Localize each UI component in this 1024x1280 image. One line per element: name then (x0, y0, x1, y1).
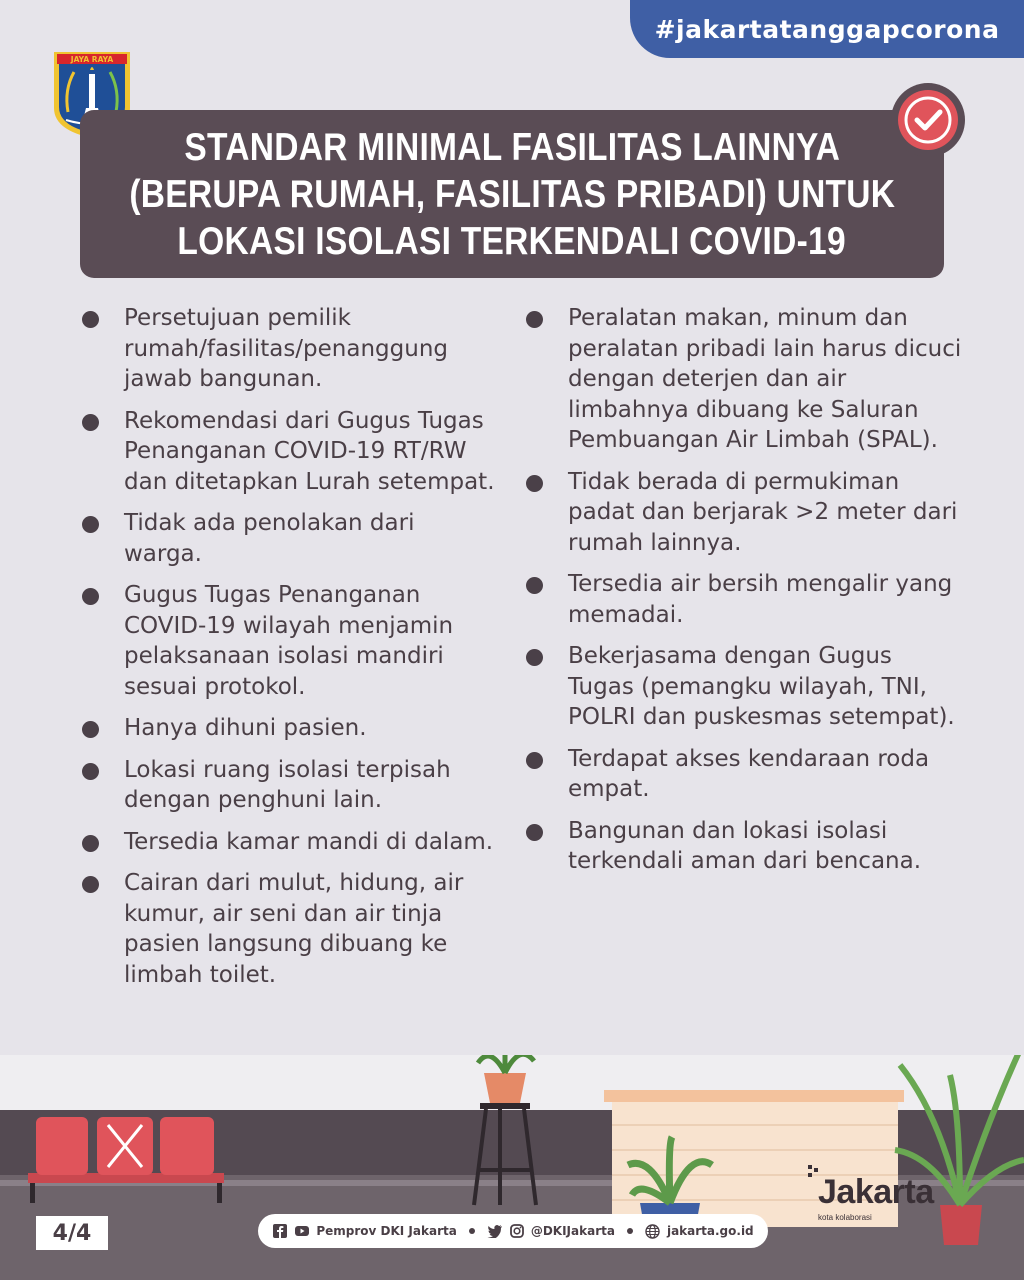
separator-dot (627, 1228, 633, 1234)
facebook-icon[interactable] (272, 1223, 288, 1239)
list-item: Tersedia air bersih mengalir yang memadai. (522, 569, 962, 630)
list-item: Lokasi ruang isolasi terpisah dengan penghuni lain. (78, 755, 498, 816)
facebook-youtube-handle[interactable]: Pemprov DKI Jakarta (316, 1224, 457, 1238)
bullet-icon (526, 649, 543, 666)
bullet-icon (526, 752, 543, 769)
social-footer (258, 1214, 768, 1248)
jakarta-brand-logo (808, 1165, 958, 1225)
list-item: Terdapat akses kendaraan roda empat. (522, 744, 962, 805)
list-item: Gugus Tugas Penanganan COVID-19 wilayah menjamin pelaksanaan isolasi mandiri sesuai protokol. (78, 580, 498, 702)
website-link[interactable]: jakarta.go.id (666, 1224, 754, 1238)
instagram-icon[interactable] (509, 1223, 525, 1239)
right-requirement-list (522, 303, 962, 888)
checkmark-icon (888, 80, 968, 160)
bullet-icon (82, 763, 99, 780)
youtube-icon[interactable] (294, 1223, 310, 1239)
brand-tagline: kota kolaborasi (818, 1213, 872, 1222)
bullet-icon (526, 577, 543, 594)
list-item: Hanya dihuni pasien. (78, 713, 498, 744)
hashtag-banner: #jakartatanggapcorona (630, 0, 1024, 58)
list-item: Tidak ada penolakan dari warga. (78, 508, 498, 569)
title-line-1: STANDAR MINIMAL FASILITAS LAINNYA (184, 125, 840, 169)
bullet-icon (82, 588, 99, 605)
twitter-icon[interactable] (487, 1223, 503, 1239)
separator-dot (469, 1228, 475, 1234)
list-item: Tersedia kamar mandi di dalam. (78, 827, 498, 858)
brand-name: Jakarta (818, 1173, 934, 1211)
bullet-icon (526, 475, 543, 492)
list-item: Peralatan makan, minum dan peralatan pribadi lain harus dicuci dengan deterjen dan air limbahnya dibuang ke Saluran Pembuangan Air Limbah (SPAL). (522, 303, 962, 456)
bullet-icon (82, 516, 99, 533)
list-item: Persetujuan pemilik rumah/fasilitas/penanggung jawab bangunan. (78, 303, 498, 395)
bullet-icon (82, 835, 99, 852)
emblem-label: JAYA RAYA (70, 55, 114, 64)
page-indicator: 4/4 (36, 1216, 108, 1250)
left-requirement-list (78, 303, 498, 1001)
twitter-instagram-handle[interactable]: @DKIJakarta (530, 1224, 615, 1238)
title-line-2: (BERUPA RUMAH, FASILITAS PRIBADI) UNTUK (129, 172, 895, 216)
bullet-icon (526, 311, 543, 328)
bullet-icon (526, 824, 543, 841)
title-line-3: LOKASI ISOLASI TERKENDALI COVID-19 (177, 219, 847, 263)
list-item: Bangunan dan lokasi isolasi terkendali aman dari bencana. (522, 816, 962, 877)
list-item: Rekomendasi dari Gugus Tugas Penanganan COVID-19 RT/RW dan ditetapkan Lurah setempat. (78, 406, 498, 498)
title-banner (80, 110, 944, 278)
list-item: Cairan dari mulut, hidung, air kumur, air seni dan air tinja pasien langsung dibuang ke limbah toilet. (78, 868, 498, 990)
bullet-icon (82, 311, 99, 328)
bullet-icon (82, 414, 99, 431)
globe-icon (645, 1223, 661, 1239)
bullet-icon (82, 876, 99, 893)
bullet-icon (82, 721, 99, 738)
list-item: Tidak berada di permukiman padat dan berjarak >2 meter dari rumah lainnya. (522, 467, 962, 559)
list-item: Bekerjasama dengan Gugus Tugas (pemangku wilayah, TNI, POLRI dan puskesmas setempat). (522, 641, 962, 733)
